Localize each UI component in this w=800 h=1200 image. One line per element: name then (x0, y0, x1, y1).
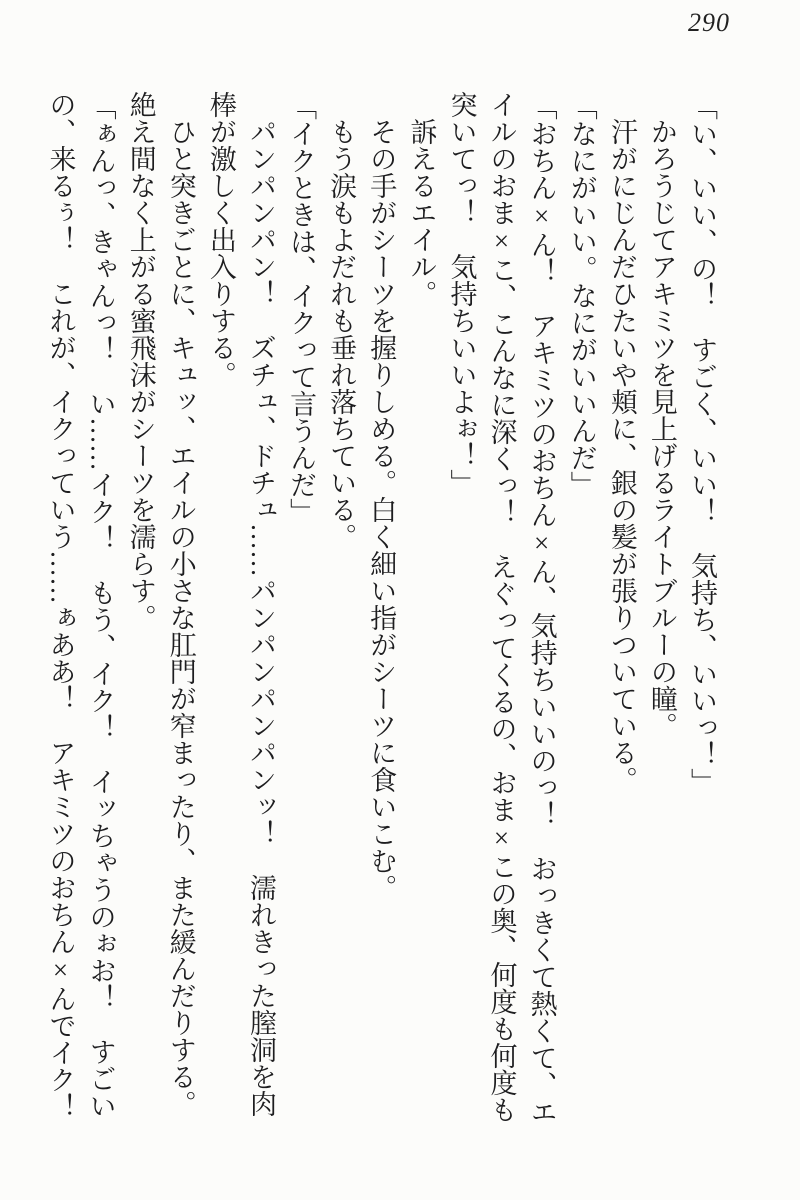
text-column: 「なにがいい。なにがいいんだ」 (566, 93, 597, 498)
text-column: 棒が激しく出入りする。 (205, 91, 236, 388)
text-column: 「イクときは、イクって言うんだ」 (286, 93, 317, 525)
text-column: パンパンパン！ ズチュ、ドチュ……パンパンパンパンッ！ 濡れきった膣洞を肉 (245, 118, 276, 1117)
text-column: ひと突きごとに、キュッ、エイルの小さな肛門が窄まったり、また緩んだりする。 (165, 118, 196, 1117)
text-column: イルのおま×こ、こんなに深くっ！ えぐってくるの、おま×この奥、何度も何度も (486, 91, 517, 1123)
text-column: かろうじてアキミツを見上げるライトブルーの瞳。 (646, 118, 677, 739)
text-column: 訴えるエイル。 (406, 118, 437, 307)
text-column: もう涙もよだれも垂れ落ちている。 (326, 118, 357, 550)
text-column: の、来るぅ！ これが、イクっていう……ぁああ！ アキミツのおちん×んでイク！ (45, 91, 76, 1120)
page-number: 290 (688, 8, 730, 37)
text-column: 汗がにじんだひたいや頬に、銀の髪が張りついている。 (606, 118, 637, 793)
text-column: 絶え間なく上がる蜜飛沫がシーツを濡らす。 (125, 91, 156, 631)
text-column: 突いてっ！ 気持ちいいよぉ！」 (446, 91, 477, 496)
text-column: その手がシーツを握りしめる。白く細い指がシーツに食いこむ。 (366, 118, 397, 901)
text-column: 「おちん×ん！ アキミツのおちん×ん、気持ちいいのっ！ おっきくて熱くて、エ (526, 93, 557, 1125)
text-body (40, 91, 722, 1143)
text-column: 「い、いい、の！ すごく、いい！ 気持ち、いいっ！」 (687, 93, 717, 795)
text-column: 「ぁんっ、きゃんっ！ い……イク！ もう、イク！ イッちゃうのぉお！ すごい (85, 93, 116, 1119)
